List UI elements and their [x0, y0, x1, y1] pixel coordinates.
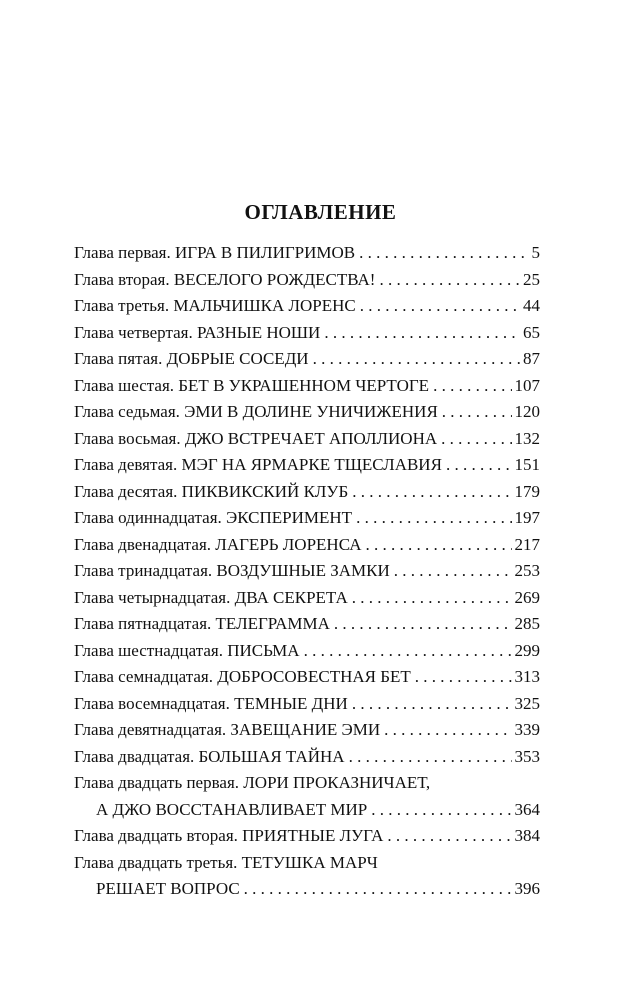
toc-entry — [74, 850, 540, 903]
page-title: ОГЛАВЛЕНИЕ — [244, 200, 397, 224]
dot-leader — [387, 823, 511, 850]
page-number: 396 — [514, 879, 540, 898]
toc-line — [74, 797, 540, 824]
toc-entry — [74, 293, 540, 320]
chapter-title: Глава четырнадцатая. ДВА СЕКРЕТА — [74, 587, 348, 607]
dot-leader — [313, 346, 520, 373]
dot-leader — [356, 505, 511, 532]
page-number: 253 — [514, 561, 540, 580]
dot-leader — [349, 744, 512, 771]
toc-line — [74, 876, 540, 903]
dot-leader — [442, 399, 512, 426]
toc-line — [74, 452, 540, 479]
dot-leader — [334, 611, 512, 638]
toc-line — [74, 770, 540, 797]
dot-leader — [244, 876, 512, 903]
chapter-title: Глава двадцать третья. ТЕТУШКА МАРЧ — [74, 852, 378, 872]
chapter-title: А ДЖО ВОССТАНАВЛИВАЕТ МИР — [96, 799, 368, 819]
dot-leader — [415, 664, 512, 691]
chapter-title: Глава двенадцатая. ЛАГЕРЬ ЛОРЕНСА — [74, 534, 362, 554]
chapter-title: Глава третья. МАЛЬЧИШКА ЛОРЕНС — [74, 296, 356, 315]
toc-line — [74, 399, 540, 426]
dot-leader — [384, 717, 511, 744]
chapter-title: Глава тринадцатая. ВОЗДУШНЫЕ ЗАМКИ — [74, 561, 390, 580]
chapter-title: Глава двадцать первая. ЛОРИ ПРОКАЗНИЧАЕТ, — [74, 773, 431, 792]
page-number: 384 — [514, 826, 540, 845]
toc-entry — [74, 558, 540, 585]
page-number: 269 — [514, 587, 540, 607]
toc-entry — [74, 611, 540, 638]
page-number: 353 — [514, 746, 540, 766]
toc-entry — [74, 505, 540, 532]
toc-entry — [74, 532, 540, 559]
page-number: 5 — [531, 243, 540, 262]
dot-leader — [352, 479, 511, 506]
toc-line — [74, 532, 540, 559]
chapter-title: Глава седьмая. ЭМИ В ДОЛИНЕ УНИЧИЖЕНИЯ — [74, 402, 438, 421]
toc-entry — [74, 320, 540, 347]
page-number: 107 — [514, 375, 540, 395]
page-number: 285 — [514, 614, 540, 633]
toc-line — [74, 293, 540, 320]
page-number: 364 — [514, 799, 540, 819]
toc-line — [74, 638, 540, 665]
toc-line — [74, 505, 540, 532]
toc-line — [74, 611, 540, 638]
chapter-title: Глава десятая. ПИКВИКСКИЙ КЛУБ — [74, 481, 349, 501]
chapter-title: Глава девятнадцатая. ЗАВЕЩАНИЕ ЭМИ — [74, 720, 381, 739]
toc-entry — [74, 479, 540, 506]
toc-line — [74, 267, 540, 294]
dot-leader — [360, 293, 520, 320]
page-number: 339 — [514, 720, 540, 739]
dot-leader — [441, 426, 511, 453]
toc-line — [74, 479, 540, 506]
toc-line — [74, 717, 540, 744]
dot-leader — [359, 240, 528, 267]
chapter-title: Глава семнадцатая. ДОБРОСОВЕСТНАЯ БЕТ — [74, 667, 411, 686]
chapter-title: Глава двадцатая. БОЛЬШАЯ ТАЙНА — [74, 746, 345, 766]
toc-entry — [74, 717, 540, 744]
chapter-title: РЕШАЕТ ВОПРОС — [96, 879, 240, 898]
toc-entry — [74, 823, 540, 850]
toc-line — [74, 823, 540, 850]
page-number: 87 — [523, 349, 540, 368]
toc-entry — [74, 267, 540, 294]
toc-entry — [74, 691, 540, 718]
page-number: 313 — [514, 667, 540, 686]
toc-line — [74, 585, 540, 612]
page-number: 132 — [514, 428, 540, 448]
page-number: 25 — [523, 269, 540, 289]
toc-entry — [74, 373, 540, 400]
chapter-title: Глава восьмая. ДЖО ВСТРЕЧАЕТ АПОЛЛИОНА — [74, 428, 438, 448]
dot-leader — [352, 585, 512, 612]
page-number: 325 — [514, 693, 540, 713]
toc-line — [74, 744, 540, 771]
dot-leader — [446, 452, 512, 479]
page-number: 44 — [523, 296, 540, 315]
chapter-title: Глава одиннадцатая. ЭКСПЕРИМЕНТ — [74, 508, 353, 527]
toc-line — [74, 346, 540, 373]
page-number: 120 — [514, 402, 540, 421]
dot-leader — [394, 558, 512, 585]
dot-leader — [352, 691, 512, 718]
toc-line — [74, 691, 540, 718]
page-number: 299 — [514, 640, 540, 660]
toc-line — [74, 240, 540, 267]
toc-entry — [74, 744, 540, 771]
chapter-title: Глава восемнадцатая. ТЕМНЫЕ ДНИ — [74, 693, 348, 713]
toc-line — [74, 426, 540, 453]
dot-leader — [304, 638, 512, 665]
page-number: 65 — [523, 322, 540, 342]
toc-entry — [74, 770, 540, 823]
chapter-title: Глава девятая. МЭГ НА ЯРМАРКЕ ТЩЕСЛАВИЯ — [74, 455, 442, 474]
table-of-contents — [74, 240, 540, 903]
page-number: 197 — [514, 508, 540, 527]
dot-leader — [379, 267, 520, 294]
page-number: 179 — [514, 481, 540, 501]
toc-entry — [74, 426, 540, 453]
toc-line — [74, 850, 540, 877]
toc-entry — [74, 240, 540, 267]
page-number: 151 — [514, 455, 540, 474]
page-number: 217 — [514, 534, 540, 554]
toc-entry — [74, 664, 540, 691]
chapter-title: Глава двадцать вторая. ПРИЯТНЫЕ ЛУГА — [74, 826, 384, 845]
dot-leader — [365, 532, 511, 559]
toc-entry — [74, 585, 540, 612]
chapter-title: Глава первая. ИГРА В ПИЛИГРИМОВ — [74, 243, 356, 262]
chapter-title: Глава шестнадцатая. ПИСЬМА — [74, 640, 300, 660]
toc-line — [74, 664, 540, 691]
toc-line — [74, 373, 540, 400]
dot-leader — [433, 373, 511, 400]
toc-entry — [74, 638, 540, 665]
chapter-title: Глава шестая. БЕТ В УКРАШЕННОМ ЧЕРТОГЕ — [74, 375, 430, 395]
chapter-title: Глава пятая. ДОБРЫЕ СОСЕДИ — [74, 349, 309, 368]
toc-line — [74, 320, 540, 347]
dot-leader — [324, 320, 520, 347]
toc-entry — [74, 399, 540, 426]
toc-entry — [74, 346, 540, 373]
toc-line — [74, 558, 540, 585]
chapter-title: Глава вторая. ВЕСЕЛОГО РОЖДЕСТВА! — [74, 269, 376, 289]
chapter-title: Глава четвертая. РАЗНЫЕ НОШИ — [74, 322, 321, 342]
dot-leader — [371, 797, 511, 824]
chapter-title: Глава пятнадцатая. ТЕЛЕГРАММА — [74, 614, 330, 633]
toc-entry — [74, 452, 540, 479]
